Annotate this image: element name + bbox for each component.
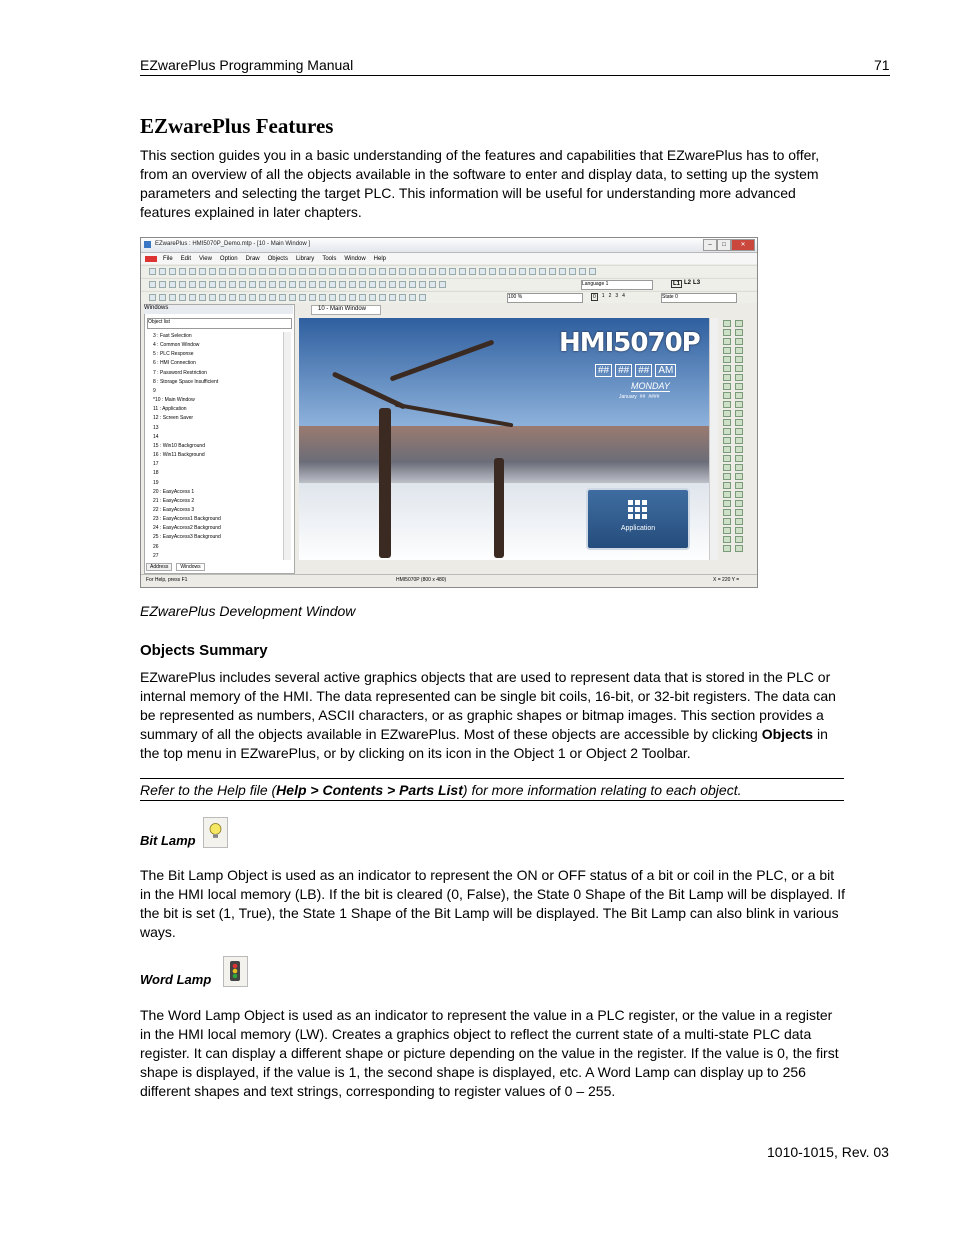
toolbar-button-icon[interactable]: [219, 294, 226, 301]
tree-item[interactable]: 24 : EasyAccess2 Background: [153, 525, 221, 532]
toolbar-button-icon[interactable]: [399, 281, 406, 288]
toolbar-button-icon[interactable]: [349, 281, 356, 288]
hour-field: ##: [595, 364, 612, 377]
palette-object-icon[interactable]: [735, 347, 743, 354]
word-lamp-paragraph: The Word Lamp Object is used as an indicator to represent the value in a PLC register, or the value in a register in the HMI local memory (LW). Creates a graphics object to reflect the current state of a multi-state PLC data register. It can display a different shape or picture depending on the value in the register. If the value is 0, the first shape is displayed, if the value is 1, the second shape is displayed, etc. A Word Lamp can display up to 256 different shapes and text strings, corresponding to register values of 0 – 255.: [140, 1007, 839, 1099]
tree-trunk: [379, 408, 391, 558]
tree-item[interactable]: 7 : Password Restriction: [153, 369, 207, 376]
palette-object-icon[interactable]: [735, 473, 743, 480]
palette-object-icon[interactable]: [735, 365, 743, 372]
toolbar-button-icon[interactable]: [379, 268, 386, 275]
toolbar-button-icon[interactable]: [179, 268, 186, 275]
toolbar-button-icon[interactable]: [359, 294, 366, 301]
tree-item[interactable]: 18: [153, 470, 159, 477]
toolbar-button-icon[interactable]: [289, 294, 296, 301]
toolbar-button-icon[interactable]: [189, 268, 196, 275]
panel-title: Windows: [144, 305, 293, 314]
tree-item[interactable]: 4 : Common Window: [153, 342, 200, 349]
toolbar-button-icon[interactable]: [319, 281, 326, 288]
mdi-icon: [145, 256, 157, 262]
objects-text-b: in the top menu in EZwarePlus, or by clicking on its icon in the Object 1 or Object 2 Toolbar.: [140, 726, 828, 761]
tree-item[interactable]: 26: [153, 543, 159, 550]
palette-object-icon[interactable]: [723, 536, 731, 543]
document-number: 1010-1015, Rev. 03: [767, 1144, 889, 1160]
panel-tabs: [146, 563, 205, 571]
palette-object-icon[interactable]: [723, 491, 731, 498]
month-field: January: [619, 394, 637, 400]
window-titlebar: [141, 238, 757, 253]
standard-toolbar: [141, 265, 757, 277]
menu-item-draw[interactable]: Draw: [245, 256, 260, 262]
palette-object-icon[interactable]: [723, 329, 731, 336]
toolbar-button-icon[interactable]: [149, 281, 156, 288]
note-pre: Refer to the Help file (: [140, 782, 277, 798]
toolbar-button-icon[interactable]: [399, 268, 406, 275]
layer-button-2[interactable]: L2: [684, 280, 692, 286]
toolbar-button-icon[interactable]: [459, 268, 466, 275]
toolbar-button-icon[interactable]: [439, 281, 446, 288]
toolbar-button-icon[interactable]: [389, 281, 396, 288]
close-icon[interactable]: ✕: [731, 239, 755, 251]
palette-object-icon[interactable]: [735, 482, 743, 489]
palette-object-icon[interactable]: [723, 500, 731, 507]
state-button-1[interactable]: 1: [601, 293, 605, 299]
menu-bar: [141, 253, 757, 264]
state-button-4[interactable]: 4: [622, 293, 625, 299]
toolbar-button-icon[interactable]: [209, 268, 216, 275]
palette-object-icon[interactable]: [723, 320, 731, 327]
palette-object-icon[interactable]: [735, 383, 743, 390]
toolbar-button-icon[interactable]: [239, 281, 246, 288]
document-tab[interactable]: 10 - Main Window: [311, 305, 381, 315]
application-button[interactable]: [586, 488, 690, 550]
palette-object-icon[interactable]: [735, 356, 743, 363]
toolbar-button-icon[interactable]: [209, 281, 216, 288]
lightbulb-icon: [203, 817, 228, 848]
tree-trunk: [494, 458, 504, 558]
state-button-2[interactable]: 2: [608, 293, 612, 299]
toolbar-button-icon[interactable]: [529, 268, 536, 275]
menu-item-library[interactable]: Library: [295, 256, 315, 262]
tree-item[interactable]: *10 : Main Window: [153, 397, 195, 404]
palette-object-icon[interactable]: [735, 500, 743, 507]
toolbar-button-icon[interactable]: [419, 281, 426, 288]
toolbar-button-icon[interactable]: [309, 294, 316, 301]
tree-item[interactable]: 11 : Application: [153, 406, 187, 413]
tab-windows[interactable]: Windows: [176, 563, 204, 571]
toolbar-button-icon[interactable]: [449, 268, 456, 275]
palette-object-icon[interactable]: [735, 401, 743, 408]
palette-object-icon[interactable]: [735, 545, 743, 552]
toolbar-button-icon[interactable]: [199, 294, 206, 301]
menu-item-help[interactable]: Help: [373, 256, 387, 262]
intro-paragraph: This section guides you in a basic understanding of the features and capabilities that EZwarePlus has to offer, from an overview of all the objects available in the software to enter and display data, to setting up the system parameters and selecting the target PLC. This information will be useful for understanding more advanced features explained in later chapters.: [140, 147, 820, 220]
toolbar-button-icon[interactable]: [239, 268, 246, 275]
toolbar-button-icon[interactable]: [579, 268, 586, 275]
menu-item-window[interactable]: Window: [344, 256, 366, 262]
toolbar-button-icon[interactable]: [379, 294, 386, 301]
objects-bold: Objects: [761, 726, 814, 742]
traffic-light-icon: [223, 956, 248, 987]
palette-object-icon[interactable]: [735, 509, 743, 516]
toolbar-button-icon[interactable]: [169, 281, 176, 288]
menu-item-option[interactable]: Option: [219, 256, 238, 262]
objects-text-a: EZwarePlus includes several active graphics objects that are used to represent data that is stored in the PLC or internal memory of the HMI. The data represented can be single bit coils, 16-bit, or 32-bit registers. The data can be represented as numbers, ASCII characters, or as graphic shapes or bitmap images. This section provides a summary of all the objects available in EZwarePlus. Most of these objects are accessible by clicking: [140, 669, 836, 742]
object-palette: [723, 320, 753, 560]
help-note: [140, 778, 844, 801]
palette-object-icon[interactable]: [723, 473, 731, 480]
toolbar-button-icon[interactable]: [309, 281, 316, 288]
tree-item[interactable]: 27: [153, 552, 159, 559]
palette-object-icon[interactable]: [723, 509, 731, 516]
toolbar-button-icon[interactable]: [509, 268, 516, 275]
tree-item[interactable]: 25 : EasyAccess3 Background: [153, 534, 221, 541]
toolbar-button-icon[interactable]: [219, 281, 226, 288]
toolbar-button-icon[interactable]: [149, 294, 156, 301]
tree-item[interactable]: 12 : Screen Saver: [153, 415, 194, 422]
ampm-field: AM: [655, 364, 676, 377]
toolbar-button-icon[interactable]: [339, 281, 346, 288]
tree-item[interactable]: 5 : PLC Response: [153, 351, 194, 358]
palette-object-icon[interactable]: [723, 419, 731, 426]
palette-object-icon[interactable]: [723, 437, 731, 444]
palette-object-icon[interactable]: [735, 428, 743, 435]
palette-object-icon[interactable]: [723, 464, 731, 471]
tree-item[interactable]: 14: [153, 433, 159, 440]
toolbar-button-icon[interactable]: [329, 281, 336, 288]
toolbar-button-icon[interactable]: [269, 281, 276, 288]
toolbar-button-icon[interactable]: [279, 281, 286, 288]
toolbar-button-icon[interactable]: [149, 268, 156, 275]
palette-object-icon[interactable]: [735, 446, 743, 453]
objects-summary-heading: Objects Summary: [140, 642, 268, 659]
bit-lamp-paragraph: The Bit Lamp Object is used as an indicator to represent the ON or OFF status of a bit or coil in the PLC, or a bit in the HMI local memory (LB). If the bit is cleared (0, False), the State 0 Shape of the Bit Lamp will be displayed. If the bit is set (1, True), the State 1 Shape of the Bit Lamp will be displayed. The Bit Lamp can also blink in various ways.: [140, 867, 845, 940]
toolbar-button-icon[interactable]: [469, 268, 476, 275]
toolbar-button-icon[interactable]: [519, 268, 526, 275]
toolbar-button-icon[interactable]: [329, 294, 336, 301]
window-tree: [153, 332, 221, 561]
window-title: EZwarePlus : HMI5070P_Demo.mtp - [10 - Main Window ]: [155, 241, 311, 247]
year-field: ####: [648, 394, 660, 400]
toolbar-button-icon[interactable]: [409, 294, 416, 301]
minute-field: ##: [615, 364, 632, 377]
toolbar-button-icon[interactable]: [229, 294, 236, 301]
palette-object-icon[interactable]: [723, 338, 731, 345]
application-label: Application: [620, 525, 656, 532]
hmi-title: HMI5070P: [559, 328, 700, 358]
toolbar-button-icon[interactable]: [539, 268, 546, 275]
palette-object-icon[interactable]: [735, 455, 743, 462]
toolbar-button-icon[interactable]: [159, 281, 166, 288]
palette-object-icon[interactable]: [723, 428, 731, 435]
header-rule: [140, 75, 890, 76]
state-button-3[interactable]: 3: [615, 293, 619, 299]
toolbar-button-icon[interactable]: [349, 268, 356, 275]
menu-item-objects[interactable]: Objects: [267, 256, 288, 262]
toolbar-button-icon[interactable]: [399, 294, 406, 301]
minimize-icon[interactable]: –: [703, 239, 717, 251]
note-bold: Help > Contents > Parts List: [276, 782, 463, 798]
tree-item[interactable]: 6 : HMI Connection: [153, 360, 196, 367]
palette-object-icon[interactable]: [735, 464, 743, 471]
palette-object-icon[interactable]: [723, 455, 731, 462]
toolbar-button-icon[interactable]: [279, 294, 286, 301]
tab-address[interactable]: Address: [146, 563, 172, 571]
app-icon: [144, 241, 151, 248]
toolbar-button-icon[interactable]: [309, 268, 316, 275]
toolbar-button-icon[interactable]: [259, 281, 266, 288]
figure-caption: EZwarePlus Development Window: [140, 603, 356, 619]
toolbar-button-icon[interactable]: [409, 281, 416, 288]
word-lamp-heading: Word Lamp: [140, 972, 212, 987]
bit-lamp-heading: Bit Lamp: [140, 833, 196, 848]
time-display: [595, 364, 676, 377]
tree-item[interactable]: 16 : Win11 Background: [153, 452, 205, 459]
grid-icon: [628, 500, 648, 519]
palette-object-icon[interactable]: [723, 527, 731, 534]
toolbar-button-icon[interactable]: [359, 268, 366, 275]
palette-object-icon[interactable]: [723, 356, 731, 363]
toolbar-button-icon[interactable]: [179, 281, 186, 288]
palette-object-icon[interactable]: [735, 338, 743, 345]
toolbar-button-icon[interactable]: [189, 281, 196, 288]
toolbar-button-icon[interactable]: [229, 281, 236, 288]
toolbar-button-icon[interactable]: [219, 268, 226, 275]
toolbar-button-icon[interactable]: [329, 268, 336, 275]
tree-item[interactable]: 8 : Storage Space Insufficient: [153, 378, 219, 385]
toolbar-button-icon[interactable]: [289, 281, 296, 288]
tree-item[interactable]: 3 : Fast Selection: [153, 333, 192, 339]
palette-object-icon[interactable]: [723, 482, 731, 489]
toolbar-button-icon[interactable]: [369, 268, 376, 275]
tree-item[interactable]: 13: [153, 424, 159, 431]
tree-item[interactable]: 23 : EasyAccess1 Background: [153, 516, 221, 523]
status-device: HMI5070P (800 x 480): [396, 577, 447, 583]
toolbar-button-icon[interactable]: [419, 268, 426, 275]
menu-item-edit[interactable]: Edit: [180, 256, 192, 262]
palette-object-icon[interactable]: [723, 392, 731, 399]
toolbar-button-icon[interactable]: [169, 294, 176, 301]
language-select[interactable]: Language 1: [581, 280, 653, 290]
toolbar-button-icon[interactable]: [289, 268, 296, 275]
tree-item[interactable]: 22 : EasyAccess 3: [153, 506, 195, 513]
canyon-background: [299, 426, 709, 486]
toolbar-button-icon[interactable]: [549, 268, 556, 275]
second-field: ##: [635, 364, 652, 377]
tree-item[interactable]: 19: [153, 479, 159, 486]
toolbar-button-icon[interactable]: [249, 281, 256, 288]
layer-button-1[interactable]: L1: [673, 281, 681, 287]
toolbar-button-icon[interactable]: [429, 281, 436, 288]
hmi-canvas[interactable]: [299, 318, 709, 560]
palette-object-icon[interactable]: [723, 383, 731, 390]
toolbar-button-icon[interactable]: [299, 294, 306, 301]
toolbar-button-icon[interactable]: [269, 294, 276, 301]
toolbar-button-icon[interactable]: [299, 268, 306, 275]
palette-object-icon[interactable]: [723, 401, 731, 408]
toolbar-button-icon[interactable]: [439, 268, 446, 275]
canvas-scrollbar[interactable]: [709, 318, 718, 560]
palette-object-icon[interactable]: [723, 446, 731, 453]
palette-object-icon[interactable]: [735, 491, 743, 498]
toolbar-button-icon[interactable]: [369, 281, 376, 288]
palette-object-icon[interactable]: [735, 437, 743, 444]
zoom-select[interactable]: 100 %: [507, 293, 583, 303]
status-bar: [141, 574, 757, 586]
menu-items: [163, 256, 386, 262]
toolbar-button-icon[interactable]: [269, 268, 276, 275]
toolbar-button-icon[interactable]: [159, 294, 166, 301]
palette-object-icon[interactable]: [723, 347, 731, 354]
state-buttons: [591, 293, 625, 301]
status-coords: X = 220 Y =: [713, 577, 740, 583]
toolbar-button-icon[interactable]: [569, 268, 576, 275]
section-title: EZwarePlus Features: [140, 114, 334, 138]
palette-object-icon[interactable]: [735, 536, 743, 543]
palette-object-icon[interactable]: [735, 419, 743, 426]
toolbar-button-icon[interactable]: [279, 268, 286, 275]
toolbar-button-icon[interactable]: [169, 268, 176, 275]
date-display: [619, 394, 659, 400]
toolbar-button-icon[interactable]: [429, 268, 436, 275]
toolbar-button-icon[interactable]: [239, 294, 246, 301]
layer-buttons: [671, 280, 700, 288]
toolbar-button-icon[interactable]: [359, 281, 366, 288]
toolbar-button-icon[interactable]: [369, 294, 376, 301]
running-header: EZwarePlus Programming Manual: [140, 57, 354, 73]
objects-summary-paragraph: [140, 668, 846, 763]
weekday-display: MONDAY: [631, 381, 670, 391]
toolbar-button-icon[interactable]: [559, 268, 566, 275]
toolbar-button-icon[interactable]: [199, 281, 206, 288]
palette-object-icon[interactable]: [735, 392, 743, 399]
note-post: ) for more information relating to each object.: [462, 782, 742, 798]
toolbar-button-icon[interactable]: [499, 268, 506, 275]
toolbar-button-icon[interactable]: [249, 294, 256, 301]
state-select[interactable]: State 0: [661, 293, 737, 303]
object-list-combo[interactable]: Object list: [147, 318, 292, 329]
tree-item[interactable]: 9: [153, 387, 156, 394]
palette-object-icon[interactable]: [735, 320, 743, 327]
toolbar-button-icon[interactable]: [249, 268, 256, 275]
status-help: For Help, press F1: [146, 577, 188, 583]
palette-object-icon[interactable]: [723, 410, 731, 417]
state-button-0[interactable]: 0: [593, 294, 596, 300]
toolbar-button-icon[interactable]: [159, 268, 166, 275]
menu-item-file[interactable]: File: [163, 256, 173, 262]
toolbar-button-icon[interactable]: [299, 281, 306, 288]
toolbar-button-icon[interactable]: [489, 268, 496, 275]
object-toolbar: [141, 291, 757, 303]
tree-item[interactable]: 20 : EasyAccess 1: [153, 488, 195, 495]
palette-object-icon[interactable]: [735, 518, 743, 525]
tree-item[interactable]: 17: [153, 461, 159, 468]
tree-item[interactable]: 15 : Win10 Background: [153, 442, 205, 449]
toolbar-button-icon[interactable]: [419, 294, 426, 301]
toolbar-button-icon[interactable]: [589, 268, 596, 275]
tree-item[interactable]: 21 : EasyAccess 2: [153, 497, 195, 504]
toolbar-button-icon[interactable]: [319, 268, 326, 275]
page-number: 71: [874, 57, 890, 73]
maximize-icon[interactable]: □: [717, 239, 731, 251]
toolbar-button-icon[interactable]: [209, 294, 216, 301]
palette-object-icon[interactable]: [735, 329, 743, 336]
toolbar-button-icon[interactable]: [229, 268, 236, 275]
toolbar-button-icon[interactable]: [259, 268, 266, 275]
palette-object-icon[interactable]: [735, 374, 743, 381]
toolbar-button-icon[interactable]: [479, 268, 486, 275]
palette-object-icon[interactable]: [723, 374, 731, 381]
toolbar-button-icon[interactable]: [409, 268, 416, 275]
day-field: ##: [639, 394, 646, 400]
menu-item-tools[interactable]: Tools: [322, 256, 337, 262]
panel-scrollbar[interactable]: [283, 332, 291, 560]
toolbar-button-icon[interactable]: [199, 268, 206, 275]
palette-object-icon[interactable]: [723, 545, 731, 552]
draw-toolbar: [141, 278, 757, 290]
toolbar-button-icon[interactable]: [179, 294, 186, 301]
development-window-screenshot: [140, 237, 758, 588]
toolbar-button-icon[interactable]: [339, 268, 346, 275]
palette-object-icon[interactable]: [723, 518, 731, 525]
palette-object-icon[interactable]: [735, 410, 743, 417]
toolbar-button-icon[interactable]: [389, 294, 396, 301]
menu-item-view[interactable]: View: [199, 256, 212, 262]
toolbar-button-icon[interactable]: [379, 281, 386, 288]
toolbar-button-icon[interactable]: [339, 294, 346, 301]
toolbar-button-icon[interactable]: [389, 268, 396, 275]
layer-button-3[interactable]: L3: [693, 280, 701, 286]
palette-object-icon[interactable]: [735, 527, 743, 534]
palette-object-icon[interactable]: [723, 365, 731, 372]
toolbar-button-icon[interactable]: [259, 294, 266, 301]
toolbar-button-icon[interactable]: [189, 294, 196, 301]
toolbar-button-icon[interactable]: [349, 294, 356, 301]
toolbar-button-icon[interactable]: [319, 294, 326, 301]
